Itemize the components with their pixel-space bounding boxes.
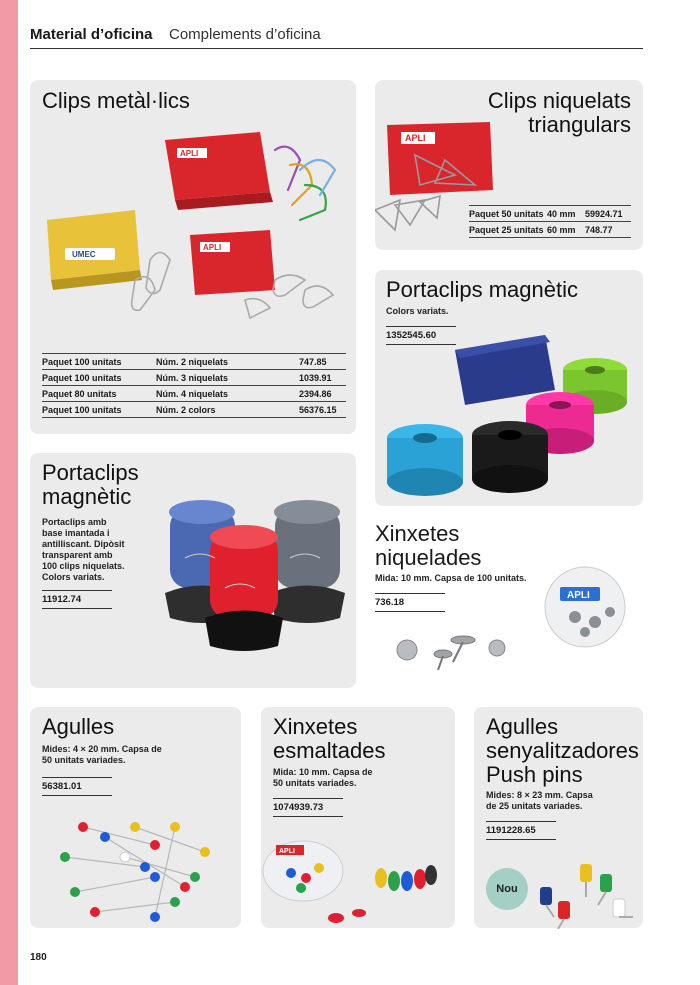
- new-badge: Nou: [486, 868, 528, 910]
- clips-spec-table: [42, 353, 346, 418]
- product-reference: 1352545.60: [386, 326, 456, 345]
- table-row: Paquet 100 unitats Núm. 2 niquelats 747.85: [42, 354, 346, 370]
- apli-logo-text: APLI: [279, 848, 295, 855]
- product-description: Colors variats.: [386, 306, 449, 316]
- table-row: Paquet 25 unitats 60 mm 748.77: [469, 222, 631, 238]
- apli-box-top: [165, 132, 273, 210]
- push-pins-image: [528, 839, 643, 929]
- product-title: Agulles: [42, 714, 115, 739]
- nickel-pins-image: [375, 562, 643, 682]
- svg-text:APLI: APLI: [203, 243, 222, 252]
- transparent-portaclips-image: [160, 498, 350, 663]
- product-reference: 736.18: [375, 593, 445, 612]
- table-row: Paquet 50 unitats 40 mm 59924.71: [469, 206, 631, 222]
- product-title: Agulles senyalitzadores Push pins: [486, 714, 639, 787]
- product-description: Mida: 10 mm. Capsa de 100 unitats.: [375, 573, 527, 583]
- product-reference: 1191228.65: [486, 821, 556, 840]
- map-pins-image: [35, 807, 235, 927]
- subcategory-title: Complements d’oficina: [168, 26, 321, 43]
- card-clips-triangulars: [375, 80, 643, 250]
- product-title: Xinxetes esmaltades: [273, 714, 386, 763]
- product-reference: 11912.74: [42, 590, 112, 609]
- page-number: 180: [30, 952, 47, 963]
- product-description: Mides: 4 × 20 mm. Capsa de 50 unitats variades.: [42, 744, 162, 765]
- card-clips-metalics: [30, 80, 356, 434]
- table-row: Paquet 80 unitats Núm. 4 niquelats 2394.86: [42, 386, 346, 402]
- side-color-strip: [0, 0, 18, 985]
- product-title: Xinxetes niquelades: [375, 521, 482, 570]
- product-description: Portaclips amb base imantada i antilliscant. Dipòsit transparent amb 100 clips niquelats. Colors variats.: [42, 517, 125, 582]
- table-row: Paquet 100 unitats Núm. 2 colors 56376.15: [42, 402, 346, 418]
- triangular-spec-table: [469, 205, 631, 238]
- umec-box: [47, 210, 142, 290]
- product-description: Mida: 10 mm. Capsa de 50 unitats variades.: [273, 767, 373, 788]
- card-agulles: [30, 707, 241, 928]
- product-title: Clips metàl·lics: [42, 88, 190, 113]
- page-header: [30, 26, 643, 49]
- card-xinxetes-esmaltades: [261, 707, 455, 928]
- table-row: Paquet 100 unitats Núm. 3 niquelats 1039.91: [42, 370, 346, 386]
- apli-logo-text: APLI: [180, 149, 199, 158]
- apli-logo-text: APLI: [567, 590, 590, 601]
- product-reference: 1074939.73: [273, 798, 343, 817]
- category-title: Material d’oficina: [30, 26, 153, 43]
- apli-logo-text: APLI: [405, 133, 426, 143]
- product-reference: 56381.01: [42, 777, 112, 796]
- card-portaclips-transparent: [30, 453, 356, 688]
- clips-boxes-image: [45, 130, 345, 350]
- apli-box-bottom: [190, 230, 275, 295]
- product-title: Clips niquelats triangulars: [487, 88, 631, 137]
- card-portaclips-colors: [375, 270, 643, 506]
- section-xinxetes-niquelades: [375, 520, 643, 685]
- color-portaclips-image: [385, 330, 635, 500]
- product-title: Portaclips magnètic: [386, 277, 578, 302]
- product-title: Portaclips magnètic: [42, 460, 139, 509]
- umec-logo-text: UMEC: [72, 250, 96, 259]
- colored-pins-image: [261, 823, 451, 928]
- product-description: Mides: 8 × 23 mm. Capsa de 25 unitats variades.: [486, 790, 593, 811]
